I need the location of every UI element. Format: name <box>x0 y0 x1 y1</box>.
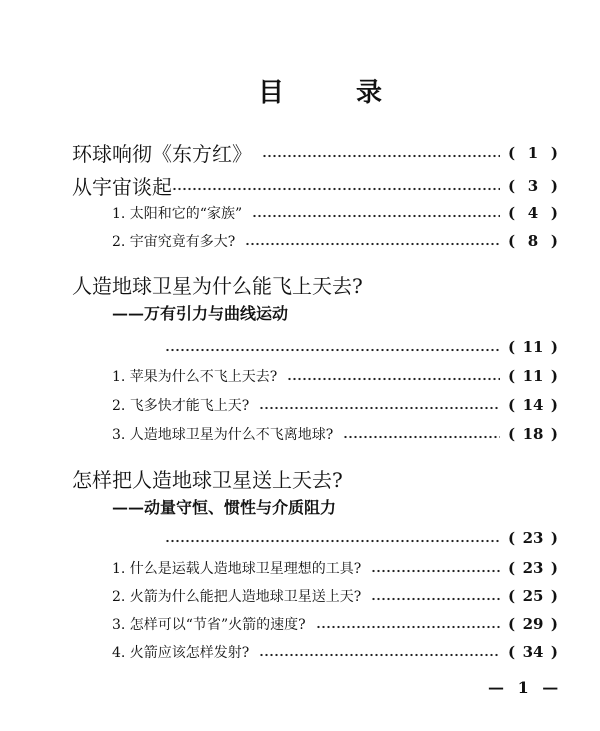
entry-label: 1. 苹果为什么不飞上天去? <box>112 369 278 385</box>
entry-page: ( 3 ) <box>508 176 558 195</box>
entry-label: 1. 太阳和它的“家族” <box>112 206 243 222</box>
leader-dots <box>259 406 500 410</box>
section-heading: 人造地球卫星为什么能飞上天去? <box>72 274 363 298</box>
page-number: — 1 — <box>488 678 563 697</box>
entry-label: 2. 宇宙究竟有多大? <box>112 234 236 250</box>
leader-dots <box>172 187 500 191</box>
toc-subentry[interactable] <box>112 558 558 578</box>
leader-dots <box>165 539 500 543</box>
toc-title-right: 录 <box>356 78 383 108</box>
leader-dots <box>287 377 500 381</box>
entry-label: 环球响彻《东方红》 <box>72 142 252 166</box>
entry-page: ( 29 ) <box>508 615 558 633</box>
entry-label: 从宇宙谈起 <box>72 175 172 199</box>
leader-dots <box>262 154 500 158</box>
toc-subentry[interactable] <box>112 642 558 662</box>
leader-dots <box>316 625 500 629</box>
entry-label: 3. 怎样可以“节省”火箭的速度? <box>112 617 306 633</box>
entry-page: ( 23 ) <box>508 529 558 547</box>
leader-dots <box>252 214 500 218</box>
entry-page: ( 14 ) <box>508 396 558 414</box>
toc-title-left: 目 <box>258 78 285 108</box>
entry-page: ( 8 ) <box>508 232 558 250</box>
leader-dots <box>343 435 500 439</box>
section-subtitle: ——动量守恒、惯性与介质阻力 <box>112 498 337 517</box>
section-subtitle: ——万有引力与曲线运动 <box>112 304 289 323</box>
leader-dots <box>165 348 500 352</box>
toc-subentry[interactable] <box>112 395 558 415</box>
entry-page: ( 11 ) <box>508 367 558 385</box>
toc-subentry[interactable] <box>112 203 558 223</box>
leader-dots <box>259 653 500 657</box>
toc-subentry[interactable] <box>112 231 558 251</box>
toc-entry[interactable] <box>165 338 558 356</box>
toc-entry[interactable] <box>72 171 558 200</box>
toc-subentry[interactable] <box>112 366 558 386</box>
toc-entry[interactable] <box>165 529 558 547</box>
toc-entry[interactable] <box>72 138 558 167</box>
entry-page: ( 34 ) <box>508 643 558 661</box>
entry-page: ( 11 ) <box>508 338 558 356</box>
entry-page: ( 18 ) <box>508 425 558 443</box>
entry-page: ( 25 ) <box>508 587 558 605</box>
leader-dots <box>371 597 500 601</box>
entry-label: 3. 人造地球卫星为什么不飞离地球? <box>112 427 334 443</box>
entry-page: ( 23 ) <box>508 559 558 577</box>
leader-dots <box>371 569 500 573</box>
entry-label: 4. 火箭应该怎样发射? <box>112 645 250 661</box>
entry-page: ( 4 ) <box>508 204 558 222</box>
section-heading: 怎样把人造地球卫星送上天去? <box>72 468 343 492</box>
toc-subentry[interactable] <box>112 586 558 606</box>
toc-subentry[interactable] <box>112 424 558 444</box>
leader-dots <box>245 242 500 246</box>
entry-label: 2. 火箭为什么能把人造地球卫星送上天? <box>112 589 362 605</box>
entry-label: 2. 飞多快才能飞上天? <box>112 398 250 414</box>
entry-label: 1. 什么是运载人造地球卫星理想的工具? <box>112 561 362 577</box>
toc-subentry[interactable] <box>112 614 558 634</box>
entry-page: ( 1 ) <box>508 143 558 162</box>
